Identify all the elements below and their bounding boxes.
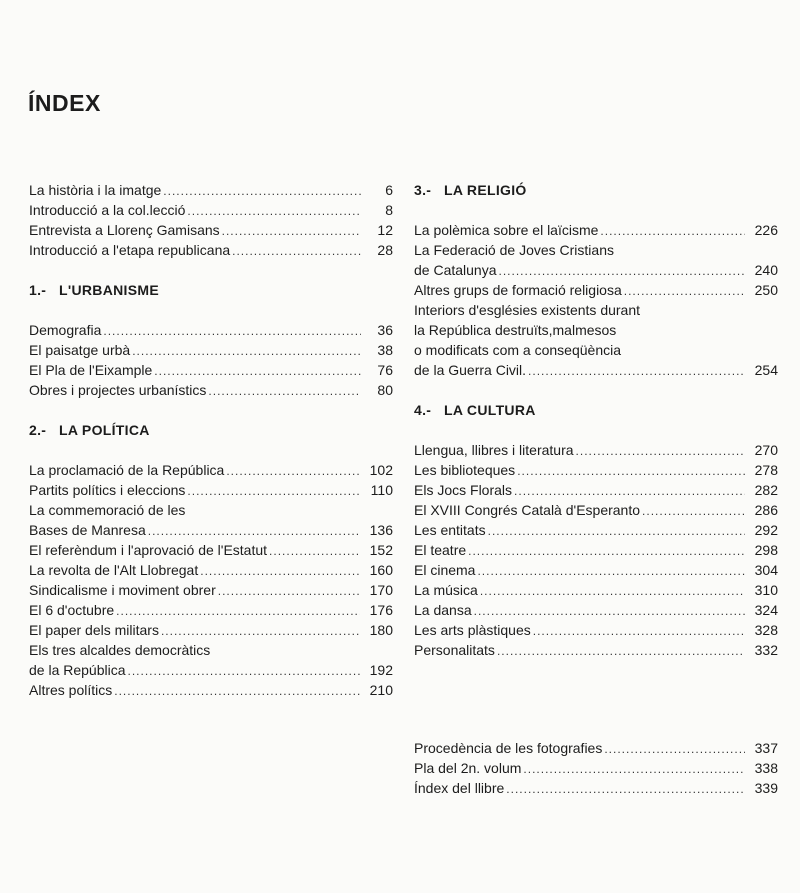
index-entry xyxy=(414,758,778,778)
index-entry xyxy=(29,680,393,700)
page-number: 292 xyxy=(754,522,778,538)
entry-label: La revolta de l'Alt Llobregat xyxy=(29,562,199,578)
index-entry xyxy=(414,440,778,460)
section-title: LA POLÍTICA xyxy=(59,422,150,438)
index-entry xyxy=(29,580,393,600)
dot-leader xyxy=(161,621,360,641)
page-number: 210 xyxy=(369,682,393,698)
entry-label: El paper dels militars xyxy=(29,622,159,638)
page-number: 328 xyxy=(754,622,778,638)
dot-leader xyxy=(187,201,361,221)
index-entry-line: la República destruïts,malmesos xyxy=(414,322,617,338)
page-number: 28 xyxy=(377,242,393,258)
page-number: 180 xyxy=(369,622,393,638)
page-number: 8 xyxy=(385,202,393,218)
dot-leader xyxy=(576,441,745,461)
index-entry xyxy=(29,660,393,680)
entry-label: de la Guerra Civil. xyxy=(414,362,527,378)
page-title: ÍNDEX xyxy=(28,90,101,116)
index-entry xyxy=(414,778,778,798)
page-number: 38 xyxy=(377,342,393,358)
dot-leader xyxy=(222,221,361,241)
section-number: 3.- xyxy=(414,182,432,198)
entry-label: Procedència de les fotografies xyxy=(414,740,603,756)
page-number: 152 xyxy=(369,542,393,558)
entry-label: Personalitats xyxy=(414,642,495,658)
entry-label: El XVIII Congrés Català d'Esperanto xyxy=(414,502,641,518)
entry-label: La polèmica sobre el laïcisme xyxy=(414,222,599,238)
dot-leader xyxy=(232,241,361,261)
entry-label: Sindicalisme i moviment obrer xyxy=(29,582,216,598)
index-column-left xyxy=(29,180,393,700)
spacer xyxy=(414,420,778,440)
entry-label: Pla del 2n. volum xyxy=(414,760,522,776)
dot-leader xyxy=(533,621,745,641)
index-entry xyxy=(414,460,778,480)
page-number: 240 xyxy=(754,262,778,278)
entry-label: Demografia xyxy=(29,322,102,338)
index-entry xyxy=(29,200,393,220)
entry-label: de Catalunya xyxy=(414,262,497,278)
index-entry xyxy=(29,380,393,400)
dot-leader xyxy=(517,461,744,481)
index-entry-line: Interiors d'esglésies existents durant xyxy=(414,302,641,318)
index-entry xyxy=(29,220,393,240)
entry-label: de la República xyxy=(29,662,126,678)
entry-label: Partits polítics i eleccions xyxy=(29,482,186,498)
index-entry xyxy=(414,480,778,500)
dot-leader xyxy=(116,601,359,621)
dot-leader xyxy=(114,681,359,701)
page-number: 80 xyxy=(377,382,393,398)
entry-label: Introducció a la col.lecció xyxy=(29,202,186,218)
index-entry xyxy=(414,738,778,758)
dot-leader xyxy=(200,561,359,581)
index-entry xyxy=(414,560,778,580)
index-entry xyxy=(414,620,778,640)
entry-label: El teatre xyxy=(414,542,467,558)
dot-leader xyxy=(624,281,745,301)
page-number: 337 xyxy=(754,740,778,756)
index-entry xyxy=(414,360,778,380)
dot-leader xyxy=(477,561,744,581)
entry-label: Entrevista a Llorenç Gamisans xyxy=(29,222,220,238)
index-appendix xyxy=(414,738,778,798)
dot-leader xyxy=(132,341,361,361)
dot-leader xyxy=(480,581,745,601)
section-heading xyxy=(414,400,778,420)
index-entry xyxy=(414,640,778,660)
index-entry xyxy=(414,220,778,240)
index-column-right xyxy=(414,180,778,660)
section-title: L'URBANISME xyxy=(59,282,159,298)
entry-label: La dansa xyxy=(414,602,472,618)
page-number: 170 xyxy=(369,582,393,598)
entry-label: Bases de Manresa xyxy=(29,522,146,538)
page-number: 160 xyxy=(369,562,393,578)
index-entry-line: La Federació de Joves Cristians xyxy=(414,242,614,258)
page-number: 250 xyxy=(754,282,778,298)
index-entry xyxy=(414,500,778,520)
index-entry-line: La commemoració de les xyxy=(29,502,186,518)
dot-leader xyxy=(148,521,360,541)
dot-leader xyxy=(163,181,361,201)
entry-label: El 6 d'octubre xyxy=(29,602,115,618)
spacer xyxy=(29,260,393,280)
page-number: 310 xyxy=(754,582,778,598)
dot-leader xyxy=(103,321,361,341)
index-entry xyxy=(414,260,778,280)
page-number: 304 xyxy=(754,562,778,578)
section-heading xyxy=(29,280,393,300)
dot-leader xyxy=(528,361,745,381)
section-number: 1.- xyxy=(29,282,47,298)
dot-leader xyxy=(499,261,745,281)
index-entry xyxy=(29,240,393,260)
dot-leader xyxy=(497,641,745,661)
entry-label: La proclamació de la República xyxy=(29,462,225,478)
spacer xyxy=(29,300,393,320)
entry-label: Altres grups de formació religiosa xyxy=(414,282,622,298)
index-entry xyxy=(414,540,778,560)
index-entry xyxy=(414,600,778,620)
section-title: LA CULTURA xyxy=(444,402,536,418)
page-number: 338 xyxy=(754,760,778,776)
index-entry xyxy=(29,620,393,640)
spacer xyxy=(414,380,778,400)
page-number: 176 xyxy=(369,602,393,618)
spacer xyxy=(29,440,393,460)
entry-label: Les entitats xyxy=(414,522,486,538)
page-number: 270 xyxy=(754,442,778,458)
entry-label: Introducció a l'etapa republicana xyxy=(29,242,231,258)
entry-label: El cinema xyxy=(414,562,476,578)
index-entry xyxy=(414,520,778,540)
dot-leader xyxy=(600,221,744,241)
index-entry xyxy=(29,460,393,480)
section-heading xyxy=(29,420,393,440)
spacer xyxy=(29,400,393,420)
page-number: 339 xyxy=(754,780,778,796)
entry-label: Altres polítics xyxy=(29,682,113,698)
dot-leader xyxy=(187,481,360,501)
page-number: 254 xyxy=(754,362,778,378)
dot-leader xyxy=(488,521,745,541)
index-entry xyxy=(29,540,393,560)
page-number: 298 xyxy=(754,542,778,558)
page-number: 76 xyxy=(377,362,393,378)
page-number: 12 xyxy=(377,222,393,238)
dot-leader xyxy=(226,461,359,481)
index-entry xyxy=(29,320,393,340)
page-number: 278 xyxy=(754,462,778,478)
section-number: 2.- xyxy=(29,422,47,438)
dot-leader xyxy=(523,759,744,779)
dot-leader xyxy=(604,739,744,759)
entry-label: Obres i projectes urbanístics xyxy=(29,382,207,398)
dot-leader xyxy=(218,581,360,601)
dot-leader xyxy=(269,541,360,561)
dot-leader xyxy=(154,361,361,381)
page-number: 332 xyxy=(754,642,778,658)
spacer xyxy=(414,200,778,220)
page-number: 6 xyxy=(385,182,393,198)
entry-label: El paisatge urbà xyxy=(29,342,131,358)
dot-leader xyxy=(208,381,361,401)
section-number: 4.- xyxy=(414,402,432,418)
entry-label: Llengua, llibres i literatura xyxy=(414,442,574,458)
page-number: 282 xyxy=(754,482,778,498)
dot-leader xyxy=(506,779,744,799)
index-entry xyxy=(29,340,393,360)
index-entry xyxy=(29,600,393,620)
page-number: 36 xyxy=(377,322,393,338)
entry-label: Els Jocs Florals xyxy=(414,482,513,498)
index-entry xyxy=(29,180,393,200)
index-entry-line: o modificats com a conseqüència xyxy=(414,342,621,358)
dot-leader xyxy=(128,661,360,681)
page-number: 192 xyxy=(369,662,393,678)
entry-label: El referèndum i l'aprovació de l'Estatut xyxy=(29,542,268,558)
entry-label: La història i la imatge xyxy=(29,182,162,198)
dot-leader xyxy=(468,541,745,561)
page-number: 226 xyxy=(754,222,778,238)
page-number: 324 xyxy=(754,602,778,618)
section-heading xyxy=(414,180,778,200)
dot-leader xyxy=(514,481,745,501)
index-entry-line: Els tres alcaldes democràtics xyxy=(29,642,211,658)
entry-label: Les biblioteques xyxy=(414,462,516,478)
dot-leader xyxy=(474,601,745,621)
index-entry xyxy=(29,480,393,500)
page-number: 136 xyxy=(369,522,393,538)
index-entry xyxy=(29,360,393,380)
entry-label: El Pla de l'Eixample xyxy=(29,362,153,378)
section-title: LA RELIGIÓ xyxy=(444,182,527,198)
index-entry xyxy=(29,520,393,540)
entry-label: Índex del llibre xyxy=(414,780,505,796)
entry-label: Les arts plàstiques xyxy=(414,622,531,638)
page-number: 286 xyxy=(754,502,778,518)
page-number: 102 xyxy=(369,462,393,478)
dot-leader xyxy=(642,501,745,521)
index-entry xyxy=(29,560,393,580)
index-entry xyxy=(414,280,778,300)
entry-label: La música xyxy=(414,582,478,598)
page-number: 110 xyxy=(370,482,393,498)
index-entry xyxy=(414,580,778,600)
